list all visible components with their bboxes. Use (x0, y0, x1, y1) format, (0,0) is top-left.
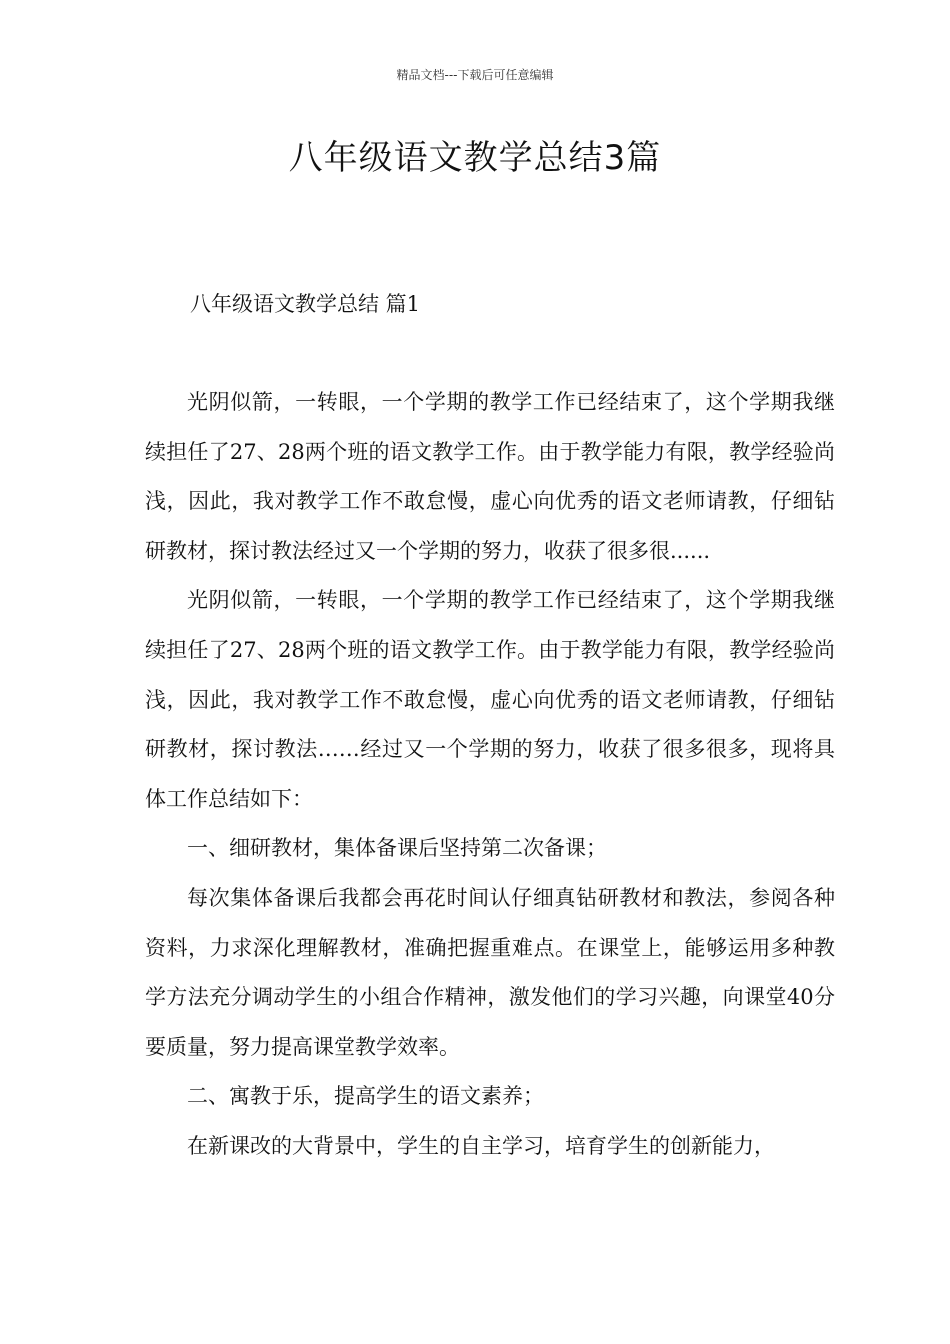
paragraph: 一、细研教材，集体备课后坚持第二次备课； (187, 836, 607, 861)
paragraph: 光阴似箭，一转眼，一个学期的教学工作已经结束了，这个学期我继续担任了27、28两个班的语文教学工作。由于教学能力有限，教学经验尚浅，因此，我对教学工作不敢怠慢，虚心向优秀的语文老师请教，仔细钻研教材，探讨教法经过又一个学期的努力，收获了很多很...... (145, 390, 835, 563)
header-note: 精品文档---下载后可任意编辑 (396, 68, 554, 82)
paragraph: 在新课改的大背景中，学生的自主学习，培育学生的创新能力， (187, 1133, 775, 1158)
paragraph: 每次集体备课后我都会再花时间认仔细真钻研教材和教法，参阅各种资料，力求深化理解教材，准确把握重难点。在课堂上，能够运用多种教学方法充分调动学生的小组合作精神，激发他们的学习兴趣，向课堂40分要质量，努力提高课堂教学效率。 (145, 885, 835, 1059)
document-title: 八年级语文教学总结3篇 (288, 138, 662, 178)
paragraph: 光阴似箭，一转眼，一个学期的教学工作已经结束了，这个学期我继续担任了27、28两个班的语文教学工作。由于教学能力有限，教学经验尚浅，因此，我对教学工作不敢怠慢，虚心向优秀的语文老师请教，仔细钻研教材，探讨教法……经过又一个学期的努力，收获了很多很多，现将具体工作总结如下： (145, 588, 835, 811)
document-body (145, 378, 835, 1172)
paragraph: 二、寓教于乐，提高学生的语文素养； (187, 1084, 544, 1109)
section-heading: 八年级语文教学总结 篇1 (190, 292, 421, 316)
